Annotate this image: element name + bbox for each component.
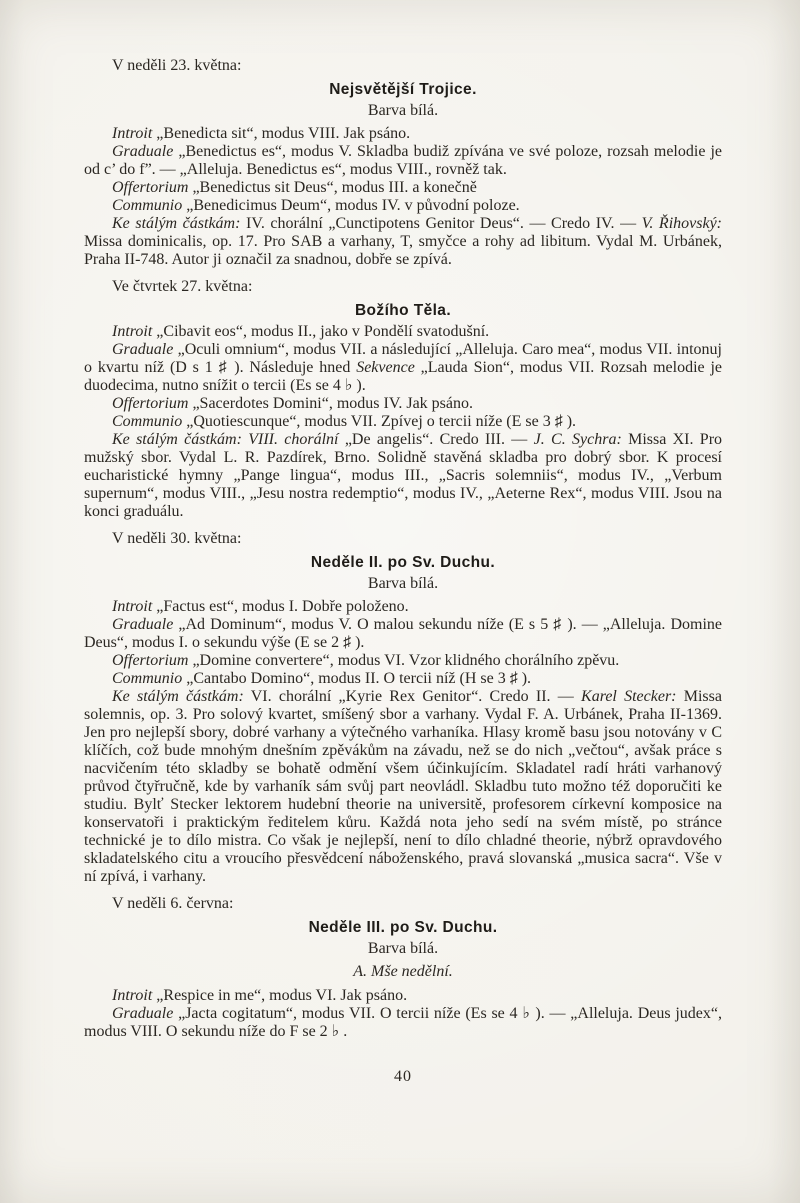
entry-offertorium: Offertorium „Sacerdotes Domini“, modus IV. Jak psáno.: [112, 395, 473, 412]
entry-ordinarium: Ke stálým částkám: IV. chorální „Cunctipotens Genitor Deus“. — Credo IV. — V. Řihovský: Missa dominicalis, op. 17. Pro SAB a varhany, T, smyčce a rohy ad libitum. Vydal M. Urbánek, Praha II-748. Autor ji označil za snadnou, dobře se zpívá.: [84, 215, 722, 268]
entry-communio: Communio „Cantabo Domino“, modus II. O tercii níž (H se 3 ♯ ).: [112, 670, 532, 687]
entry-introit: Introit „Benedicta sit“, modus VIII. Jak psáno.: [112, 125, 411, 142]
feast-title: Božího Těla.: [354, 302, 452, 319]
entry-graduale: Graduale „Ad Dominum“, modus V. O malou sekundu níže (E s 5 ♯ ). — „Alleluja. Domine Deus“, modus I. o sekundu výše (E se 2 ♯ ).: [84, 616, 722, 651]
entry-offertorium: Offertorium „Domine convertere“, modus VI. Vzor klidného chorálního zpěvu.: [112, 652, 620, 669]
page-number: 40: [394, 1068, 412, 1085]
feast-title: Nejsvětější Trojice.: [329, 81, 477, 98]
section-nejsvetejsi-trojice: [84, 57, 722, 269]
section-nedele-2-po-sv-duchu: [84, 530, 722, 886]
entry-communio: Communio „Quotiescunque“, modus VII. Zpívej o tercii níže (E se 3 ♯ ).: [112, 413, 577, 430]
feast-title: Neděle II. po Sv. Duchu.: [310, 554, 496, 571]
entry-ordinarium: Ke stálým částkám: VI. chorální „Kyrie Rex Genitor“. Credo II. — Karel Stecker: Missa solemnis, op. 3. Pro solový kvartet, smíšený sbor a varhany. Vydal F. A. Urbánek, Praha II-1369. Jen pro nejlepší sbory, dobré varhany a výtečného varhaníka. Hlasy kromě basu jsou notovány v C klíčích, což bude mnohým dnešním zpěvákům na závadu, než se do nich „večtou“, avšak práce s nacvičením této skladby se bohatě odmění všem účinkujícím. Skladatel radí hráti varhanový průvod čtyřručně, kde by varhaník sám svůj part neovládl. Skladbu tuto možno též doporučiti ke studiu. Bylť Stecker lektorem hudební theorie na universitě, profesorem církevní komposice na konservatoři i praktickým ředitelem kůru. Každá nota jeho sedí na svém místě, po stránce technické je to dílo mistra. Co však je nejlepší, není to dílo chladné theorie, nýbrž opravdového skladatelského citu a vroucího přesvědcení náboženského, pravá slovanská „musica sacra“. Vše v ní zpívá, i varhany.: [84, 688, 722, 885]
liturgical-color-line: Barva bílá.: [367, 575, 439, 592]
date-line: Ve čtvrtek 27. května:: [112, 278, 253, 295]
mass-subtitle: A. Mše nedělní.: [353, 963, 453, 980]
section-boziho-tela: [84, 278, 722, 521]
entry-offertorium: Offertorium „Benedictus sit Deus“, modus III. a konečně: [112, 179, 477, 196]
date-line: V neděli 23. května:: [112, 57, 242, 74]
entry-communio: Communio „Benedicimus Deum“, modus IV. v původní poloze.: [112, 197, 520, 214]
liturgical-color-line: Barva bílá.: [367, 940, 439, 957]
date-line: V neděli 6. června:: [112, 895, 234, 912]
date-line: V neděli 30. května:: [112, 530, 242, 547]
entry-introit: Introit „Respice in me“, modus VI. Jak psáno.: [112, 987, 408, 1004]
entry-graduale: Graduale „Jacta cogitatum“, modus VII. O tercii níže (Es se 4 ♭ ). — „Alleluja. Deus judex“, modus VIII. O sekundu níže do F se 2 ♭ .: [84, 1005, 722, 1040]
entry-graduale: Graduale „Oculi omnium“, modus VII. a následující „Alleluja. Caro mea“, modus VII. intonuj o kvartu níž (D s 1 ♯ ). Následuje hned Sekvence „Lauda Sion“, modus VII. Rozsah melodie je duodecima, nutno snížit o tercii (Es se 4 ♭ ).: [84, 341, 723, 394]
entry-graduale: Graduale „Benedictus es“, modus V. Skladba budiž zpívána ve své poloze, rozsah melodie je od c’ do f”. — „Alleluja. Benedictus es“, modus VIII., rovněž tak.: [84, 143, 722, 178]
entry-ordinarium: Ke stálým částkám: VIII. chorální „De angelis“. Credo III. — J. C. Sychra: Missa XI. Pro mužský sbor. Vydal L. R. Pazdírek, Brno. Solidně stavěná skladba pro dobrý sbor. K procesí eucharistické hymny „Pange lingua“, modus III., „Sacris solemniis“, modus IV., „Verbum supernum“, modus VIII., „Jesu nostra redemptio“, modus IV., „Aeterne Rex“, modus VIII. Jsou na konci graduálu.: [84, 431, 723, 520]
entry-introit: Introit „Cibavit eos“, modus II., jako v Pondělí svatodušní.: [112, 323, 490, 340]
liturgical-color-line: Barva bílá.: [367, 102, 439, 119]
entry-introit: Introit „Factus est“, modus I. Dobře položeno.: [112, 598, 409, 615]
feast-title: Neděle III. po Sv. Duchu.: [308, 919, 498, 936]
section-nedele-3-po-sv-duchu: [84, 895, 722, 1041]
